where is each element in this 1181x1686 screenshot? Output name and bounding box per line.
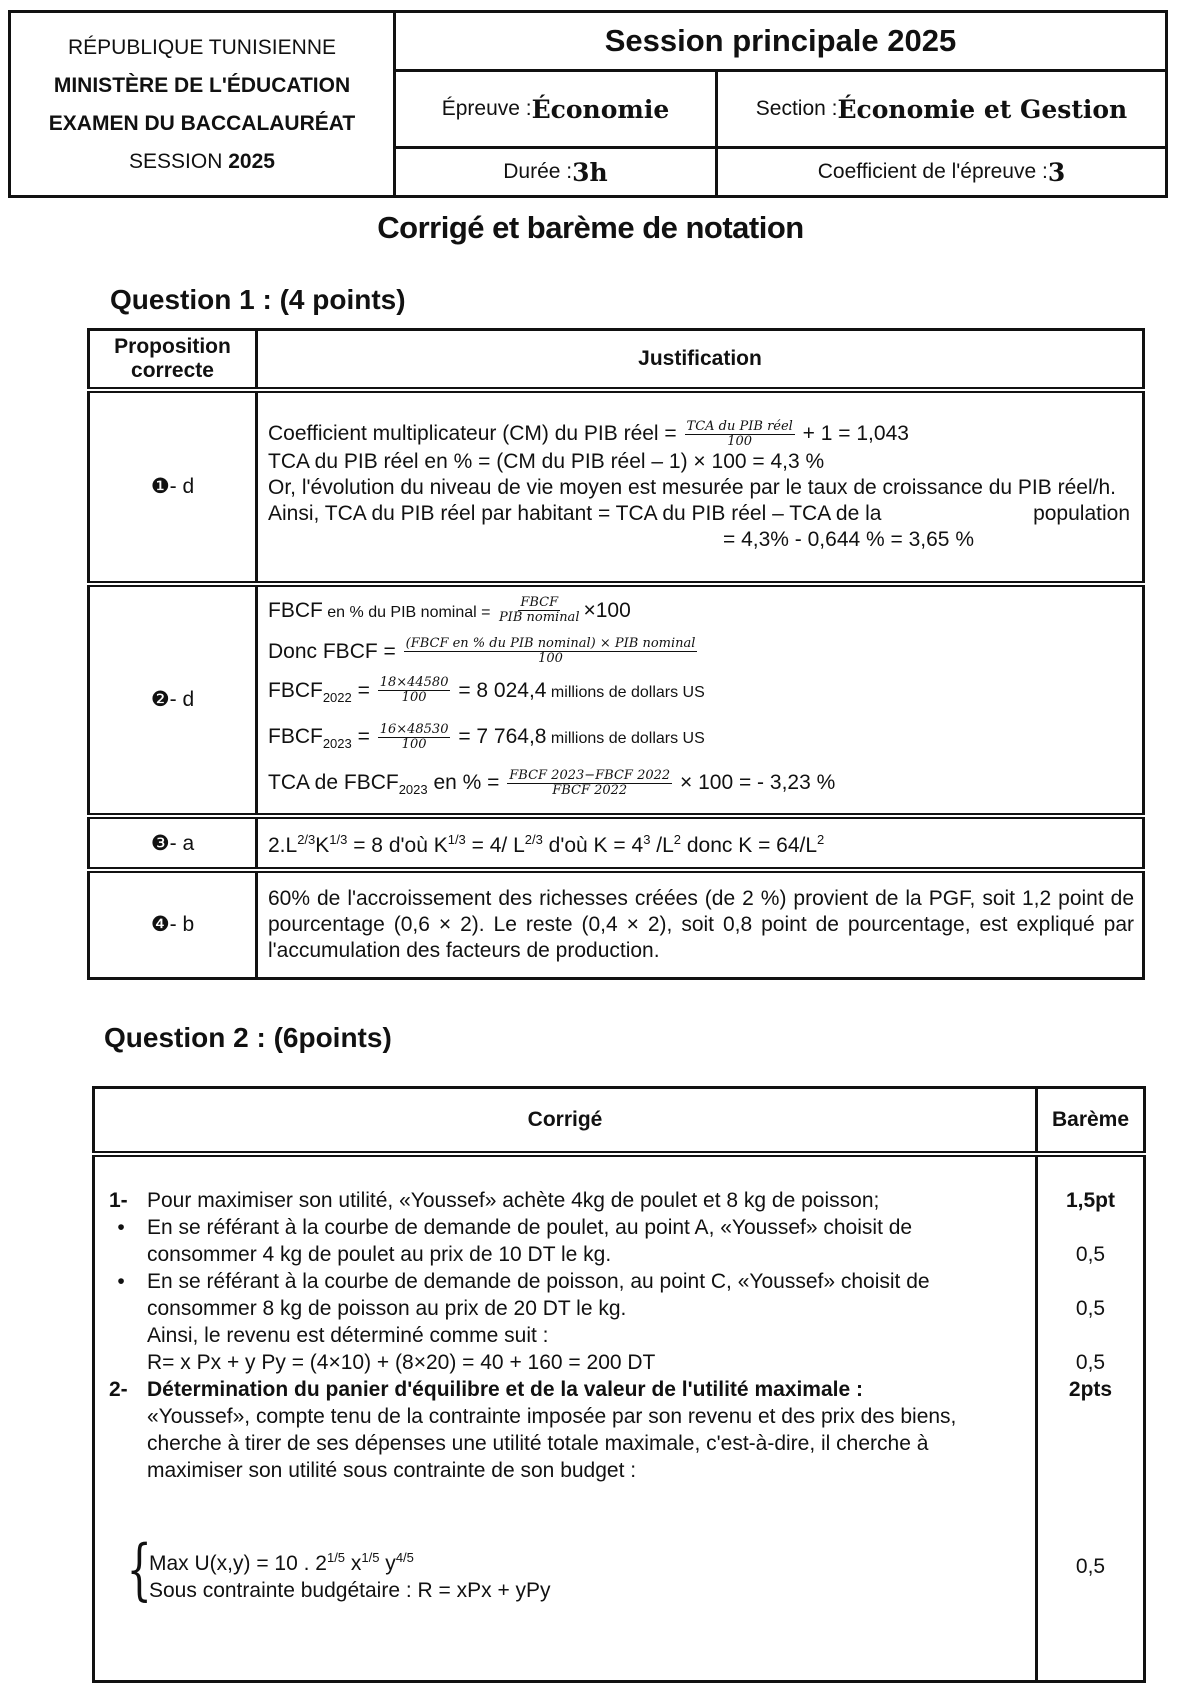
q1-justification-1: Coefficient multiplicateur (CM) du PIB réel = $\frac{\text{TCA du PIB réel}}{100}$ + 1 = 1,043 TCA du PIB réel en % = (CM du PIB réel – 1) × 100 = 4,3 % Or, l'évolution du niveau de vie moyen est mesurée par le taux de croissance du PIB réel/h. Ainsi, TCA du PIB réel par habitant = TCA du PIB réel – TCA de la population = 4,3% - 0,644 % = 3,65 % [257,390,1144,584]
header-coefficient: Coefficient de l'épreuve : 3 [817,157,1066,187]
header-ministry: MINISTÈRE DE L'ÉDUCATION [53,74,351,97]
fraction: $\frac{16\times 48530}{100}$ [379,721,449,752]
q1-answer-2: ❷- d [89,584,257,817]
fraction: $\frac{\text{TCA du PIB réel}}{100}$ [686,419,793,449]
table-row [89,816,1144,870]
q2-heading: Question 2 : (6points) [104,1022,392,1053]
header-epreuve: Épreuve : Économie [396,72,718,146]
q1-col-justification: Justification [257,330,1144,390]
q1-col-proposition: Proposition correcte [89,330,257,390]
page-title: Corrigé et barème de notation [377,210,804,245]
q2-corrige: 1- Pour maximiser son utilité, «Youssef» achète 4kg de poulet et 8 kg de poisson; • En se référant à la courbe de demande de poulet, au point A, «Youssef» choisit de consommer 4 kg de poulet au prix de 10 DT le kg. • En se référant à la courbe de demande de poisson, au point C, «Youssef» choisit de consommer 8 kg de poisson au prix de 20 DT le kg. Ainsi, le revenu est déterminé comme suit : R= x Px + y Py = (4×10) + (8×20) = 40 + 160 = 200 DT 2- Détermination du panier d'équilibre et de la valeur de l'utilité maximale : «Youssef», compte tenu de la contrainte imposée par son revenu et des prix des biens, cherche à tirer de ses dépenses une utilité totale maximale, c'est-à-dire, il cherche à maximiser son utilité sous contrainte de son budget : { Max U(x,y) = 10 . $2^{1/5}$ $x^{1/5}$ $y^{4/5}$ Sous contrainte budgétaire : R = xPx + yPy [94,1154,1037,1682]
q1-justification-2: FBCF en % du PIB nominal = $\frac{\text{FBCF}}{\text{PIB nominal}}$ ×100 Donc FBCF = $\frac{\text{(FBCF en \% du PIB nominal) × PIB nominal}}{100}$ $FBCF_{2022}$ = $\frac{18\times 44580}{100}$ = 8 024,4 millions de dollars US $FBCF_{2023}$ = $\frac{16\times 48530}{100}$ = 7 764,8 millions de dollars US TCA de $FBCF_{2023}$ en % = $\frac{\text{FBCF 2023−FBCF 2022}}{\text{FBCF 2022}}$ × 100 = - 3,23 % [257,584,1144,817]
q2-col-bareme: Barème [1037,1088,1145,1154]
q1-answer-4: ❹- b [89,870,257,978]
optimization-system: { Max U(x,y) = 10 . $2^{1/5}$ $x^{1/5}$ $y^{4/5}$ Sous contrainte budgétaire : R = xPx + yPy [126,1530,551,1608]
q1-answer-3: ❸- a [89,816,257,870]
header-republic: RÉPUBLIQUE TUNISIENNE [67,36,336,59]
q2-col-corrige: Corrigé [94,1088,1037,1154]
exam-header [8,10,1168,198]
q2-bareme: 1,5pt 0,5 0,5 0,5 2pts 0,5 [1037,1154,1145,1682]
brace: { [126,1530,152,1608]
q1-table [87,328,1145,980]
fraction: $\frac{\text{FBCF 2023−FBCF 2022}}{\text{FBCF 2022}}$ [509,767,671,798]
fraction: $\frac{\text{(FBCF en \% du PIB nominal) × PIB nominal}}{100}$ [405,636,696,667]
header-section: Section : Économie et Gestion [755,94,1128,124]
q1-heading: Question 1 : (4 points) [110,284,406,315]
header-exam: EXAMEN DU BACCALAURÉAT [48,112,356,135]
header-session: Session principale 2025 [396,13,1165,72]
header-session-year: SESSION 2025 [129,150,275,173]
table-row [94,1154,1145,1682]
table-row [89,870,1144,978]
header-institution [11,13,396,195]
table-row [89,584,1144,817]
fraction: $\frac{\text{FBCF}}{\text{PIB nominal}}$ [498,595,580,626]
q1-justification-3: $2.L^{2/3}K^{1/3} = 8$ d'où $K^{1/3} = 4/$ $L^{2/3}$ d'où $K = 4^3$ $/L^2$ donc $K = 64/L^2$ [257,816,1144,870]
q2-table [92,1086,1146,1683]
fraction: $\frac{18\times 44580}{100}$ [379,675,449,706]
header-duree: Durée : 3h [396,149,718,195]
header-details [396,13,1165,195]
q1-justification-4: 60% de l'accroissement des richesses créées (de 2 %) provient de la PGF, soit 1,2 point de pourcentage (0,6 × 2). Le reste (0,4 × 2), soit 0,8 point de pourcentage, est expliqué par l'accumulation des facteurs de production. [257,870,1144,978]
q1-answer-1: ❶- d [89,390,257,584]
table-row [89,390,1144,584]
